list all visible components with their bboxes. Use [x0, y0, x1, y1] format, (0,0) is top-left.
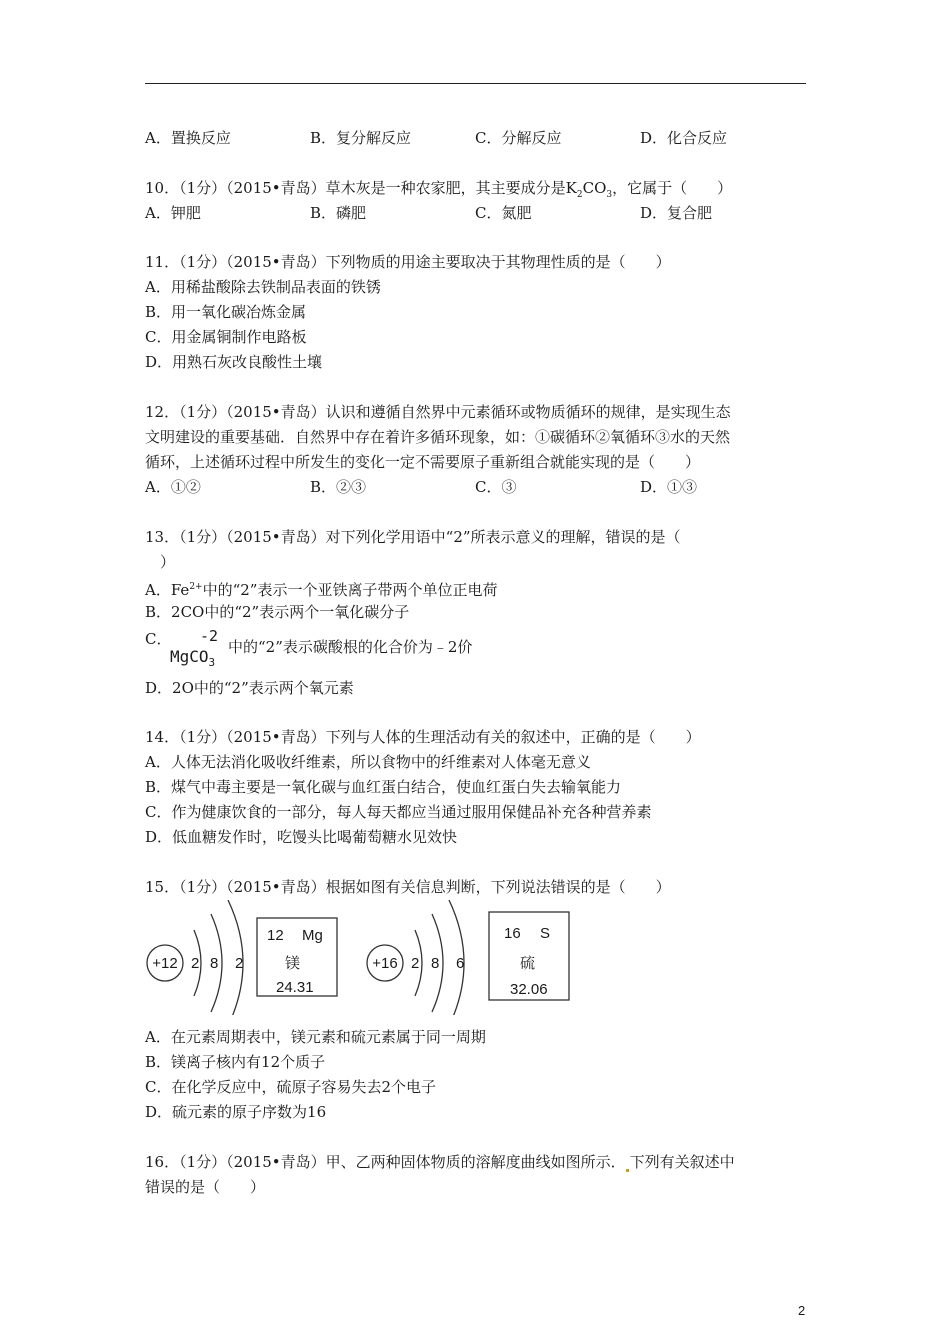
s-atom-diagram [367, 900, 464, 1015]
q10-stem: 10．（1分）（2015•青岛）草木灰是一种农家肥，其主要成分是$K_2CO_3$，它属于（ ） [145, 179, 733, 200]
q15-option-d: D．硫元素的原子序数为16 [145, 1103, 327, 1121]
q13-option-b: B．2CO中的“2”表示两个一氧化碳分子 [145, 603, 410, 621]
mgco3-valence-formula: -2 MgCO$_3$ [170, 627, 219, 670]
q16-stem-line1: 16．（1分）（2015•青岛）甲、乙两种固体物质的溶解度曲线如图所示． 下列有关叙述中 [145, 1153, 735, 1171]
q14-option-c: C．作为健康饮食的一部分，每人每天都应当通过服用保健品补充各种营养素 [145, 803, 652, 821]
mg-atomic-number: 12 [267, 927, 284, 944]
mg-atom-diagram [147, 900, 243, 1015]
q9-option-c: C．分解反应 [475, 129, 562, 147]
q14-option-a: A．人体无法消化吸收纤维素，所以食物中的纤维素对人体毫无意义 [145, 753, 591, 771]
q12-stem-line3: 循环，上述循环过程中所发生的变化一定不需要原子重新组合就能实现的是（ ） [145, 453, 701, 471]
mg-name: 镁 [285, 954, 301, 972]
scan-dot-mark [626, 1169, 629, 1172]
q12-option-a: A．①② [145, 478, 201, 496]
q10-option-b: B．磷肥 [310, 204, 367, 222]
mg-shell-3-electrons: 2 [235, 955, 244, 972]
q10-option-c: C．氮肥 [475, 204, 532, 222]
s-shell-1-electrons: 2 [411, 955, 420, 972]
q12-option-b: B．②③ [310, 478, 367, 496]
q9-option-a: A．置换反应 [145, 129, 231, 147]
s-atomic-mass: 32.06 [510, 981, 548, 998]
q11-option-d: D．用熟石灰改良酸性土壤 [145, 353, 323, 371]
q15-option-a: A．在元素周期表中，镁元素和硫元素属于同一周期 [145, 1028, 486, 1046]
s-element-card [489, 912, 569, 1000]
q9-option-b: B．复分解反应 [310, 129, 412, 147]
q14-stem: 14．（1分）（2015•青岛）下列与人体的生理活动有关的叙述中，正确的是（ ） [145, 728, 701, 746]
s-nucleus-label: +16 [372, 955, 398, 972]
s-shell-2-electrons: 8 [431, 955, 440, 972]
mg-shell-1-electrons: 2 [191, 955, 200, 972]
q13-option-c-text: 中的“2”表示碳酸根的化合价为﹣2价 [228, 638, 473, 656]
q16-stem-line2: 错误的是（ ） [145, 1178, 266, 1196]
q15-option-c: C．在化学反应中，硫原子容易失去2个电子 [145, 1078, 437, 1096]
q10-option-d: D．复合肥 [640, 204, 713, 222]
q15-option-b: B．镁离子核内有12个质子 [145, 1053, 326, 1071]
s-atomic-number: 16 [504, 925, 521, 942]
q11-option-a: A．用稀盐酸除去铁制品表面的铁锈 [145, 278, 381, 296]
q12-option-c: C．③ [475, 478, 517, 496]
q11-stem: 11．（1分）（2015•青岛）下列物质的用途主要取决于其物理性质的是（ ） [145, 253, 671, 271]
atom-structure-figure [140, 900, 580, 1015]
mg-atomic-mass: 24.31 [276, 979, 314, 996]
mg-nucleus-label: +12 [152, 955, 178, 972]
mg-symbol: Mg [302, 927, 323, 944]
q13-stem-line2: ） [160, 553, 176, 571]
s-shell-3-electrons: 6 [456, 955, 465, 972]
s-symbol: S [540, 925, 551, 942]
header-rule [145, 83, 806, 84]
q12-stem-line2: 文明建设的重要基础．自然界中存在着许多循环现象，如：①碳循环②氧循环③水的天然 [145, 428, 731, 446]
q11-option-b: B．用一氧化碳冶炼金属 [145, 303, 307, 321]
mg-shell-2-electrons: 8 [210, 955, 219, 972]
q15-stem: 15．（1分）（2015•青岛）根据如图有关信息判断，下列说法错误的是（ ） [145, 878, 671, 896]
q13-stem-line1: 13．（1分）（2015•青岛）对下列化学用语中“2”所表示意义的理解，错误的是（ [145, 528, 681, 546]
q13-option-a: A．$Fe^{2+}$中的“2”表示一个亚铁离子带两个单位正电荷 [145, 581, 498, 599]
s-name: 硫 [520, 954, 536, 972]
q10-option-a: A．钾肥 [145, 204, 201, 222]
q13-option-c-label: C． [145, 630, 172, 648]
q12-option-d: D．①③ [640, 478, 698, 496]
q9-option-d: D．化合反应 [640, 129, 728, 147]
q11-option-c: C．用金属铜制作电路板 [145, 328, 307, 346]
q13-option-d: D．2O中的“2”表示两个氧元素 [145, 679, 354, 697]
mg-element-card [257, 918, 337, 996]
page-number: 2 [798, 1303, 806, 1318]
q14-option-d: D．低血糖发作时，吃馒头比喝葡萄糖水见效快 [145, 828, 458, 846]
q14-option-b: B．煤气中毒主要是一氧化碳与血红蛋白结合，使血红蛋白失去输氧能力 [145, 778, 622, 796]
q12-stem-line1: 12．（1分）（2015•青岛）认识和遵循自然界中元素循环或物质循环的规律，是实现生态 [145, 403, 731, 421]
